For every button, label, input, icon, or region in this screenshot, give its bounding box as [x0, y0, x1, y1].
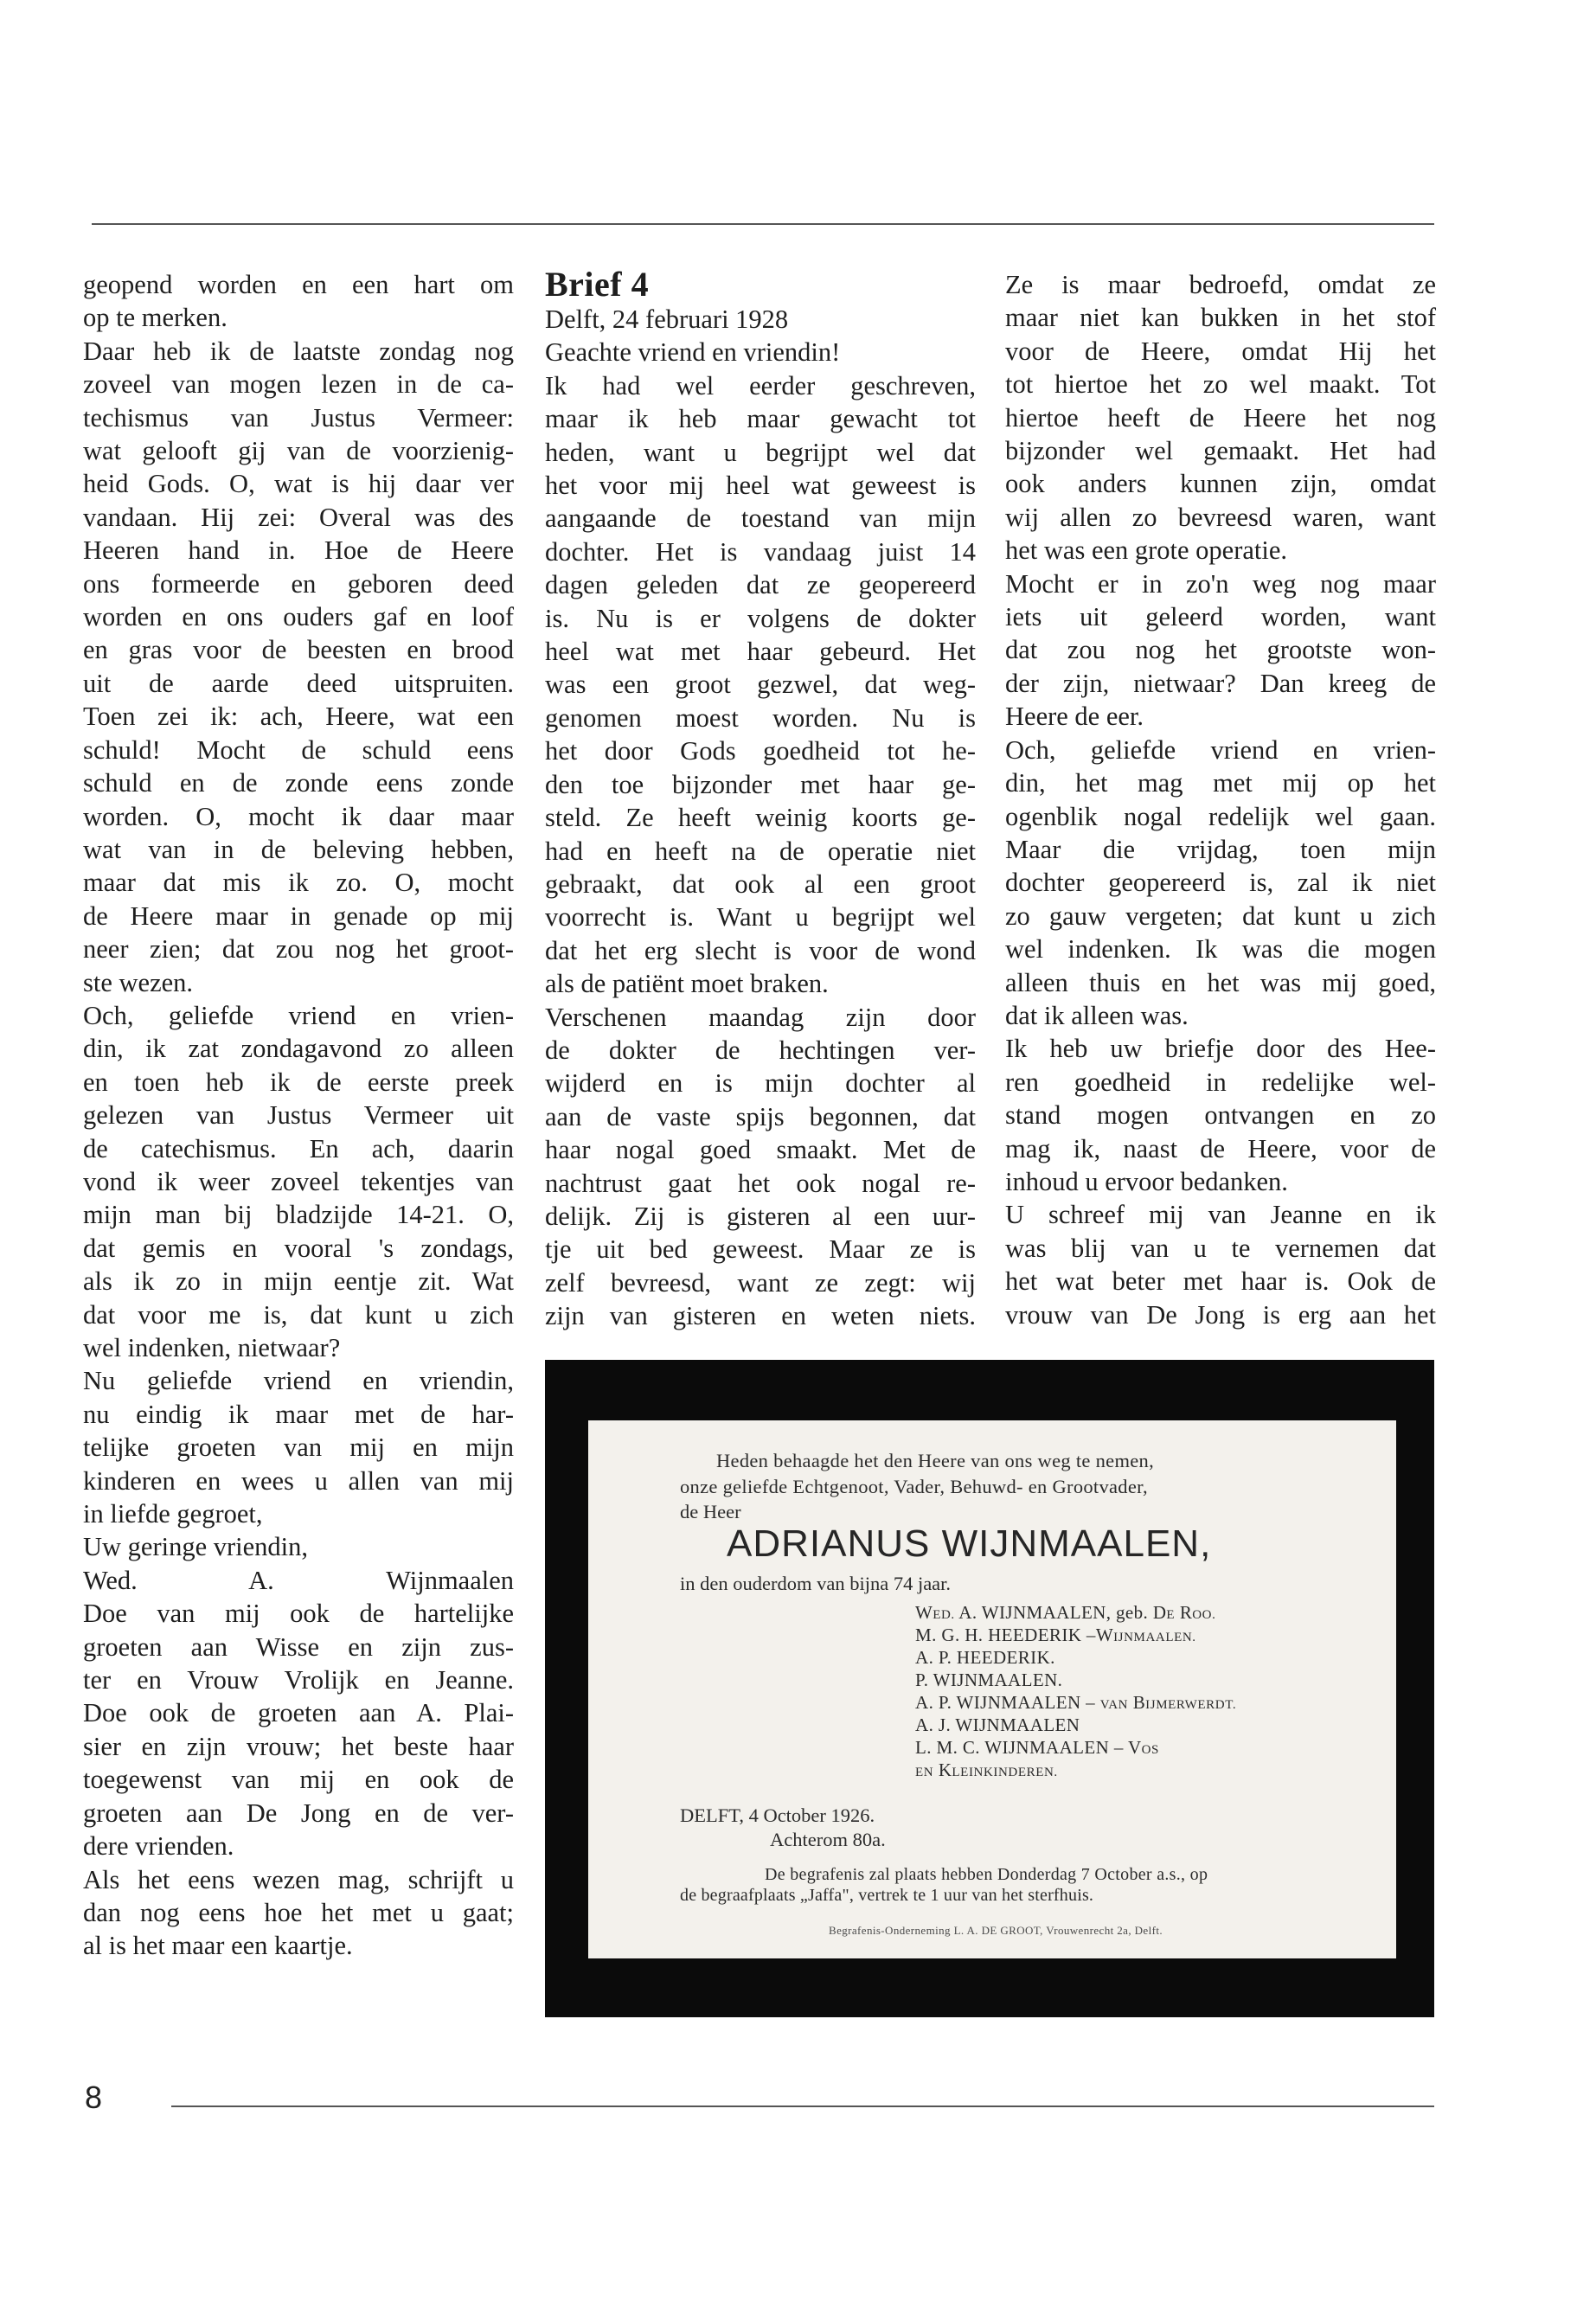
notice-line-2: onze geliefde Echtgenoot, Vader, Behuwd- en Grootvader,: [680, 1476, 1148, 1497]
text-line: zo gauw vergeten; dat kunt u zich: [1005, 901, 1436, 931]
text-line: dagen geleden dat ze geopereerd: [545, 570, 976, 600]
letter-salutation: Geachte vriend en vriendin!: [545, 337, 841, 368]
text-line: Doe ook de groeten aan A. Plai-: [83, 1698, 514, 1728]
text-line: uit de aarde deed uitspruiten.: [83, 668, 514, 698]
text-line: wijderd en is mijn dochter al: [545, 1068, 976, 1099]
text-line: had en heeft na de operatie niet: [545, 836, 976, 866]
text-line: sier en zijn vrouw; het beste haar: [83, 1731, 514, 1761]
text-line: worden. O, mocht ik daar maar: [83, 801, 514, 831]
text-line: aangaande de toestand van mijn: [545, 503, 976, 534]
text-line: zijn van gisteren en weten niets.: [545, 1301, 976, 1331]
notice-family-line: EN KLEINKINDEREN.: [915, 1759, 1058, 1780]
text-line: bijzonder wel gemaakt. Het had: [1005, 436, 1436, 466]
text-line: Nu geliefde vriend en vriendin,: [83, 1366, 514, 1396]
text-line: als ik zo in mijn eentje zit. Wat: [83, 1266, 514, 1297]
death-notice-photo: [545, 1360, 1434, 2017]
text-line: worden en ons ouders gaf en loof: [83, 602, 514, 632]
text-line: nachtrust gaat het ook nogal re-: [545, 1168, 976, 1198]
text-line: mag ik, naast de Heere, voor de: [1005, 1133, 1436, 1163]
text-line: mijn man bij bladzijde 14-21. O,: [83, 1200, 514, 1230]
text-line: Als het eens wezen mag, schrijft u: [83, 1864, 514, 1894]
text-line: neer zien; dat zou nog het groot-: [83, 934, 514, 965]
text-column-3: [1005, 268, 1436, 1331]
notice-funeral-line-1: De begrafenis zal plaats hebben Donderdag 7 October a.s., op: [765, 1865, 1208, 1884]
text-line: geopend worden en een hart om: [83, 270, 514, 299]
text-line: dat ik alleen was.: [1005, 1000, 1189, 1030]
text-line: Maar die vrijdag, toen mijn: [1005, 834, 1436, 864]
text-line: groeten aan Wisse en zijn zus-: [83, 1631, 514, 1662]
text-line: Heere de eer.: [1005, 702, 1144, 732]
text-line: Ze is maar bedroefd, omdat ze: [1005, 270, 1436, 299]
notice-family-line: L. M. C. WIJNMAALEN – VOS: [915, 1737, 1159, 1758]
text-line: wij allen zo bevreesd waren, want: [1005, 502, 1436, 532]
text-line: delijk. Zij is gisteren al een uur-: [545, 1201, 976, 1231]
text-column-1: [83, 268, 514, 1963]
text-line: der zijn, nietwaar? Dan kreeg de: [1005, 668, 1436, 698]
text-line: het wat beter met haar is. Ook de: [1005, 1266, 1436, 1297]
text-line: tje uit bed geweest. Maar ze is: [545, 1234, 976, 1265]
notice-line-3: de Heer: [680, 1501, 741, 1522]
text-line: kinderen en wees u allen van mij: [83, 1465, 514, 1496]
text-column-2: [545, 266, 976, 1333]
notice-funeral-line-2: de begraafplaats „Jaffa", vertrek te 1 uur van het sterfhuis.: [680, 1886, 1094, 1905]
text-line: aan de vaste spijs begonnen, dat: [545, 1101, 976, 1131]
text-line: ren goedheid in redelijke wel-: [1005, 1067, 1436, 1097]
text-line: de dokter de hechtingen ver-: [545, 1035, 976, 1065]
text-line: maar dat mis ik zo. O, mocht: [83, 868, 514, 898]
text-line: den toe bijzonder met haar ge-: [545, 769, 976, 799]
text-line: haar nogal goed smaakt. Met de: [545, 1135, 976, 1165]
text-line: wel indenken, nietwaar?: [83, 1333, 341, 1362]
text-line: Verschenen maandag zijn door: [545, 1002, 976, 1032]
text-line: Ik heb uw briefje door des Hee-: [1005, 1034, 1436, 1064]
text-line: techismus van Justus Vermeer:: [83, 402, 514, 433]
text-line: zelf bevreesd, want ze zegt: wij: [545, 1267, 976, 1298]
text-line: ook anders kunnen zijn, omdat: [1005, 469, 1436, 499]
text-line: steld. Ze heeft weinig koorts ge-: [545, 803, 976, 833]
letter-body: [545, 369, 976, 1333]
text-line: gelezen van Justus Vermeer uit: [83, 1100, 514, 1131]
text-line: de catechismus. En ach, daarin: [83, 1133, 514, 1163]
text-line: dan nog eens hoe het met u gaat;: [83, 1897, 514, 1927]
text-line: Toen zei ik: ach, Heere, wat een: [83, 702, 514, 732]
text-line: is. Nu is er volgens de dokter: [545, 603, 976, 633]
text-line: din, het mag met mij op het: [1005, 768, 1436, 798]
text-line: was blij van u te vernemen dat: [1005, 1233, 1436, 1263]
text-line: telijke groeten van mij en mijn: [83, 1433, 514, 1463]
text-line: Mocht er in zo'n weg nog maar: [1005, 568, 1436, 599]
notice-undertaker: Begrafenis-Onderneming L. A. DE GROOT, Vrouwenrecht 2a, Delft.: [829, 1924, 1163, 1937]
text-line: Daar heb ik de laatste zondag nog: [83, 336, 514, 366]
letter-heading: Brief 4: [545, 265, 650, 304]
text-line: heel wat met haar gebeurd. Het: [545, 637, 976, 667]
text-line: de Heere maar in genade op mij: [83, 901, 514, 931]
text-line: toegewenst van mij en ook de: [83, 1765, 514, 1795]
text-line: vond ik weer zoveel tekentjes van: [83, 1166, 514, 1196]
text-line: Doe van mij ook de hartelijke: [83, 1599, 514, 1629]
notice-family-line: M. G. H. HEEDERIK –WIJNMAALEN.: [915, 1625, 1196, 1645]
text-line: din, ik zat zondagavond zo alleen: [83, 1034, 514, 1064]
letter-date: Delft, 24 februari 1928: [545, 304, 789, 334]
text-line: en toen heb ik de eerste preek: [83, 1067, 514, 1097]
notice-family-line: P. WIJNMAALEN.: [915, 1670, 1063, 1690]
text-line: Ik had wel eerder geschreven,: [545, 370, 976, 401]
text-line: Heeren hand in. Hoe de Heere: [83, 535, 514, 566]
text-line: heden, want u begrijpt wel dat: [545, 437, 976, 467]
footer-rule: [171, 2106, 1434, 2107]
text-line: hiertoe heeft de Heere het nog: [1005, 402, 1436, 433]
text-line: schuld! Mocht de schuld eens: [83, 734, 514, 765]
notice-line-1: Heden behaagde het den Heere van ons weg te nemen,: [716, 1450, 1155, 1471]
text-line: dat gemis en vooral 's zondags,: [83, 1233, 514, 1263]
text-line: als de patiënt moet braken.: [545, 969, 829, 999]
page-number: 8: [85, 2080, 103, 2115]
text-line: het was een grote operatie.: [1005, 535, 1288, 566]
text-line: genomen moest worden. Nu is: [545, 702, 976, 733]
text-line: wat van in de beleving hebben,: [83, 834, 514, 864]
text-line: ter en Vrouw Vrolijk en Jeanne.: [83, 1665, 514, 1695]
death-notice-card: [588, 1420, 1396, 1958]
notice-age: in den ouderdom van bijna 74 jaar.: [680, 1573, 952, 1594]
text-line: Wed. A. Wijnmaalen: [83, 1565, 514, 1595]
notice-deceased-name: ADRIANUS WIJNMAALEN,: [727, 1522, 1212, 1565]
text-line: voorrecht is. Want u begrijpt wel: [545, 902, 976, 933]
text-line: ste wezen.: [83, 967, 194, 997]
notice-family-line: WED. A. WIJNMAALEN, geb. DE ROO.: [915, 1602, 1216, 1623]
text-line: ogenblik nogal redelijk wel gaan.: [1005, 801, 1436, 831]
text-line: ons formeerde en geboren deed: [83, 568, 514, 599]
text-line: voor de Heere, omdat Hij het: [1005, 336, 1436, 366]
text-line: groeten aan De Jong en de ver-: [83, 1798, 514, 1828]
text-line: schuld en de zonde eens zonde: [83, 768, 514, 798]
text-line: maar niet kan bukken in het stof: [1005, 303, 1436, 333]
text-line: U schreef mij van Jeanne en ik: [1005, 1200, 1436, 1230]
text-line: wat gelooft gij van de voorzienig-: [83, 436, 514, 466]
notice-family-line: A. J. WIJNMAALEN: [915, 1715, 1080, 1735]
text-line: dere vrienden.: [83, 1831, 234, 1862]
text-line: dat voor me is, dat kunt u zich: [83, 1299, 514, 1330]
text-line: Och, geliefde vriend en vrien-: [1005, 734, 1436, 765]
notice-family-line: A. P. WIJNMAALEN – VAN BIJMERWERDT.: [915, 1692, 1237, 1713]
text-line: vrouw van De Jong is erg aan het: [1005, 1299, 1436, 1330]
text-line: vandaan. Hij zei: Overal was des: [83, 502, 514, 532]
text-line: al is het maar een kaartje.: [83, 1931, 353, 1961]
text-line: het voor mij heel wat geweest is: [545, 471, 976, 501]
text-line: en gras voor de beesten en brood: [83, 635, 514, 665]
text-line: alleen thuis en het was mij goed,: [1005, 967, 1436, 997]
text-line: Och, geliefde vriend en vrien-: [83, 1000, 514, 1030]
text-line: iets uit geleerd worden, want: [1005, 602, 1436, 632]
notice-place-date: DELFT, 4 October 1926.: [680, 1804, 875, 1826]
text-line: in liefde gegroet,: [83, 1499, 263, 1529]
text-line: dochter geopereerd is, zal ik niet: [1005, 868, 1436, 898]
text-line: stand mogen ontvangen en zo: [1005, 1100, 1436, 1131]
text-line: tot hiertoe het zo wel maakt. Tot: [1005, 369, 1436, 400]
notice-family-line: A. P. HEEDERIK.: [915, 1647, 1055, 1668]
text-line: dat zou nog het grootste won-: [1005, 635, 1436, 665]
text-line: gebraakt, dat ook al een groot: [545, 868, 976, 899]
text-line: zoveel van mogen lezen in de ca-: [83, 369, 514, 400]
text-line: nu eindig ik maar met de har-: [83, 1399, 514, 1429]
text-line: het door Gods goedheid tot he-: [545, 736, 976, 766]
text-line: heid Gods. O, wat is hij daar ver: [83, 469, 514, 499]
text-line: op te merken.: [83, 303, 228, 333]
text-line: wel indenken. Ik was die mogen: [1005, 934, 1436, 965]
text-line: dochter. Het is vandaag juist 14: [545, 536, 976, 567]
header-rule: [92, 223, 1434, 225]
text-line: inhoud u ervoor bedanken.: [1005, 1166, 1288, 1196]
notice-address: Achterom 80a.: [770, 1829, 886, 1850]
text-line: maar ik heb maar gewacht tot: [545, 404, 976, 434]
text-line: was een groot gezwel, dat weg-: [545, 670, 976, 700]
text-line: dat het erg slecht is voor de wond: [545, 935, 976, 965]
text-line: Uw geringe vriendin,: [83, 1532, 309, 1562]
